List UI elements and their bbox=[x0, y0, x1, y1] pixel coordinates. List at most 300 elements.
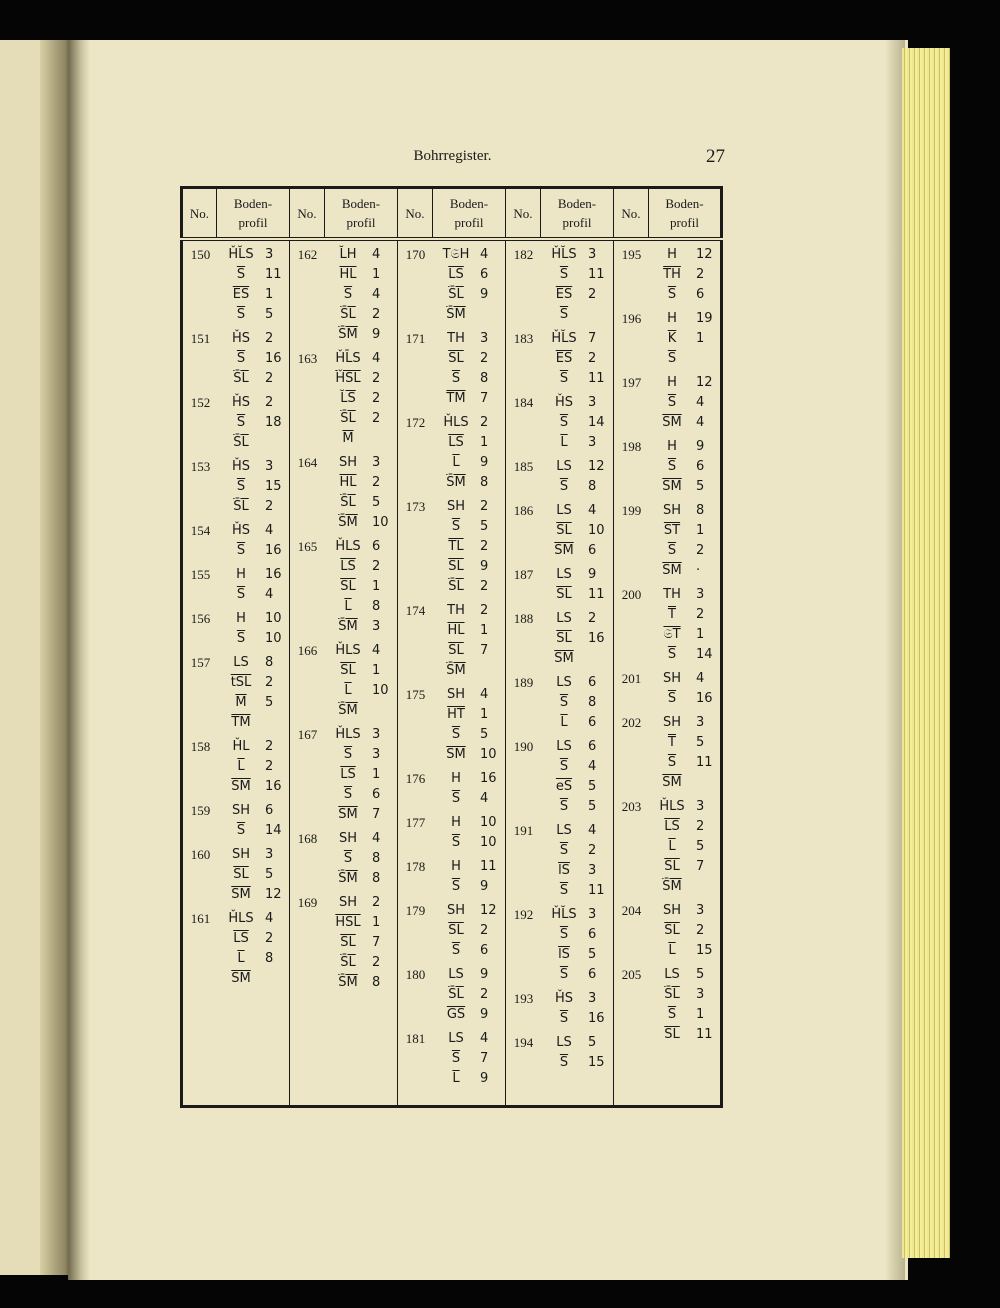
profile-layer bbox=[219, 951, 289, 971]
layer-code: SH bbox=[662, 903, 682, 918]
register-entry bbox=[614, 587, 720, 667]
entry-number: 182 bbox=[513, 247, 534, 262]
entry-number: 200 bbox=[621, 587, 642, 602]
profile-layer bbox=[650, 607, 720, 627]
layer-depth: 2 bbox=[588, 843, 597, 858]
layer-depth: 8 bbox=[372, 975, 381, 990]
profile-layer bbox=[326, 619, 397, 639]
layer-depth: 3 bbox=[265, 847, 274, 862]
layer-code: $\overline{S}$ bbox=[559, 415, 569, 430]
layer-code: $\overline{S}$ bbox=[559, 479, 569, 494]
profile-layer bbox=[326, 787, 397, 807]
layer-code: $\overline{LS}$ bbox=[664, 819, 680, 834]
profile-layer bbox=[219, 779, 289, 799]
layer-code: $\overline{L}$ bbox=[237, 951, 245, 966]
layer-code: $\overline{HT}$ bbox=[447, 707, 465, 722]
layer-depth: 1 bbox=[372, 915, 381, 930]
layer-code: $\overline{S}$ bbox=[236, 631, 246, 646]
layer-depth: 3 bbox=[265, 459, 274, 474]
layer-code: LS bbox=[556, 675, 572, 690]
layer-code: $\overline{M}$ bbox=[342, 431, 354, 446]
layer-depth: 1 bbox=[372, 767, 381, 782]
profile-layer bbox=[542, 523, 613, 543]
layer-depth: 16 bbox=[265, 543, 282, 558]
layer-depth: 3 bbox=[588, 435, 597, 450]
register-entry bbox=[398, 687, 505, 767]
profile-layer bbox=[219, 351, 289, 371]
entry-number: 172 bbox=[405, 415, 426, 430]
layer-code: ȞLS bbox=[335, 643, 361, 658]
layer-depth: 6 bbox=[588, 967, 597, 982]
profile-layer bbox=[326, 327, 397, 347]
layer-code: $\overline{ES}$ bbox=[555, 351, 573, 366]
layer-depth: 1 bbox=[372, 579, 381, 594]
profile-layer bbox=[219, 307, 289, 327]
register-entry bbox=[614, 375, 720, 435]
entry-number: 204 bbox=[621, 903, 642, 918]
profile-layer bbox=[326, 247, 397, 267]
layer-code: $\overline{TL}$ bbox=[448, 539, 464, 554]
entry-number: 178 bbox=[405, 859, 426, 874]
layer-depth: 4 bbox=[696, 671, 705, 686]
layer-depth: 11 bbox=[588, 587, 605, 602]
layer-code: S̄M bbox=[446, 307, 466, 322]
layer-depth: 12 bbox=[265, 887, 282, 902]
profile-layer bbox=[326, 351, 397, 371]
layer-code: TH bbox=[447, 603, 465, 618]
profile-layer bbox=[650, 503, 720, 523]
layer-code: ȞLS bbox=[659, 799, 685, 814]
layer-depth: 6 bbox=[480, 943, 489, 958]
layer-depth: 6 bbox=[588, 715, 597, 730]
register-entry bbox=[398, 415, 505, 495]
register-entry bbox=[614, 967, 720, 1047]
layer-depth: 14 bbox=[696, 647, 713, 662]
layer-code: 𝔖T bbox=[663, 627, 681, 642]
layer-code: $\overline{HSL}$ bbox=[335, 915, 361, 930]
layer-code: $\overline{SL}$ bbox=[556, 631, 572, 646]
layer-code: LS bbox=[556, 567, 572, 582]
profile-layer bbox=[434, 687, 505, 707]
layer-code: $\overline{K}$ bbox=[667, 331, 677, 346]
layer-depth: 8 bbox=[480, 371, 489, 386]
layer-depth: 3 bbox=[372, 727, 381, 742]
register-entry bbox=[183, 803, 289, 843]
layer-code: $\overline{S}$ bbox=[236, 543, 246, 558]
layer-code: H bbox=[451, 859, 461, 874]
register-entry bbox=[290, 247, 397, 347]
layer-code: $\overline{S}$ bbox=[559, 967, 569, 982]
layer-code: $\overline{S}$ bbox=[451, 791, 461, 806]
layer-depth: 2 bbox=[696, 267, 705, 282]
layer-depth: 2 bbox=[480, 415, 489, 430]
register-entry bbox=[183, 523, 289, 563]
profile-layer bbox=[542, 307, 613, 327]
layer-code: $\overline{SM}$ bbox=[231, 887, 251, 902]
layer-depth: 5 bbox=[372, 495, 381, 510]
entry-number: 187 bbox=[513, 567, 534, 582]
profile-layer bbox=[434, 771, 505, 791]
layer-code: $\overline{S}$ bbox=[667, 543, 677, 558]
layer-depth: 6 bbox=[372, 787, 381, 802]
layer-depth: 2 bbox=[265, 371, 274, 386]
profile-layer bbox=[650, 1007, 720, 1027]
layer-depth: 5 bbox=[480, 519, 489, 534]
profile-layer bbox=[326, 539, 397, 559]
layer-code: TH bbox=[447, 331, 465, 346]
layer-depth: 3 bbox=[696, 587, 705, 602]
profile-layer bbox=[650, 587, 720, 607]
header-bodenprofil: Boden- profil bbox=[217, 188, 290, 240]
layer-code: $\overline{S}$ bbox=[451, 519, 461, 534]
profile-layer bbox=[542, 351, 613, 371]
layer-depth: 7 bbox=[588, 331, 597, 346]
layer-depth: 2 bbox=[696, 923, 705, 938]
layer-code: $\overline{S}$ bbox=[559, 307, 569, 322]
profile-layer bbox=[219, 931, 289, 951]
profile-layer bbox=[326, 515, 397, 535]
profile-layer bbox=[326, 643, 397, 663]
layer-code: $\overline{SL}$ bbox=[448, 923, 464, 938]
profile-layer bbox=[650, 799, 720, 819]
profile-layer bbox=[542, 543, 613, 563]
layer-code: $\overline{ES}$ bbox=[555, 287, 573, 302]
layer-code: $\overline{S}$ bbox=[667, 1007, 677, 1022]
profile-layer bbox=[219, 543, 289, 563]
profile-layer bbox=[434, 835, 505, 855]
register-entry bbox=[506, 459, 613, 499]
layer-depth: 4 bbox=[588, 823, 597, 838]
layer-code: $\overline{ST}$ bbox=[663, 523, 681, 538]
column-group-1 bbox=[182, 239, 290, 1107]
layer-depth: 15 bbox=[696, 943, 713, 958]
layer-depth: 11 bbox=[588, 371, 605, 386]
running-head: Bohrregister. bbox=[413, 148, 492, 164]
register-entry bbox=[183, 847, 289, 907]
profile-layer bbox=[326, 371, 397, 391]
profile-layer bbox=[542, 967, 613, 987]
layer-code: $\overline{SM}$ bbox=[231, 971, 251, 986]
layer-code: ȞL̆S bbox=[551, 247, 577, 262]
layer-code: S̄L bbox=[340, 955, 356, 970]
profile-layer bbox=[434, 923, 505, 943]
profile-layer bbox=[542, 567, 613, 587]
layer-depth: 4 bbox=[265, 587, 274, 602]
profile-layer bbox=[542, 1055, 613, 1075]
profile-layer bbox=[219, 887, 289, 907]
layer-code: $\overline{ȞSL}$ bbox=[335, 371, 361, 386]
profile-layer bbox=[326, 475, 397, 495]
layer-depth: 1 bbox=[480, 623, 489, 638]
layer-code: S̄L bbox=[340, 411, 356, 426]
layer-depth: 2 bbox=[480, 539, 489, 554]
register-entry bbox=[506, 331, 613, 391]
entry-number: 203 bbox=[621, 799, 642, 814]
register-entry bbox=[506, 247, 613, 327]
profile-layer bbox=[542, 675, 613, 695]
layer-depth: 16 bbox=[265, 567, 282, 582]
profile-layer bbox=[542, 587, 613, 607]
profile-layer bbox=[650, 775, 720, 795]
layer-depth: 15 bbox=[265, 479, 282, 494]
layer-code: S̄M bbox=[338, 871, 358, 886]
layer-depth: 5 bbox=[588, 779, 597, 794]
layer-depth: 6 bbox=[588, 927, 597, 942]
layer-depth: 8 bbox=[265, 951, 274, 966]
layer-code: $\overline{S}$ bbox=[559, 883, 569, 898]
layer-depth: 2 bbox=[372, 307, 381, 322]
profile-layer bbox=[434, 455, 505, 475]
layer-depth: 9 bbox=[480, 1007, 489, 1022]
profile-layer bbox=[434, 391, 505, 411]
layer-depth: 3 bbox=[588, 907, 597, 922]
layer-depth: 9 bbox=[696, 439, 705, 454]
profile-layer bbox=[326, 663, 397, 683]
layer-depth: 2 bbox=[372, 559, 381, 574]
layer-depth: 2 bbox=[372, 371, 381, 386]
profile-layer bbox=[434, 287, 505, 307]
profile-layer bbox=[434, 539, 505, 559]
layer-code: $\overline{S}$ bbox=[343, 287, 353, 302]
layer-code: $\overline{S}$ bbox=[559, 695, 569, 710]
layer-depth: 2 bbox=[372, 955, 381, 970]
profile-layer bbox=[219, 287, 289, 307]
profile-layer bbox=[542, 883, 613, 903]
layer-depth: 8 bbox=[696, 503, 705, 518]
layer-code: $\overline{L}$ bbox=[452, 1071, 460, 1086]
layer-depth: 9 bbox=[372, 327, 381, 342]
layer-code: L̆H bbox=[339, 247, 357, 262]
layer-code: $\overline{S}$ bbox=[559, 1011, 569, 1026]
layer-depth: 16 bbox=[588, 631, 605, 646]
layer-depth: 10 bbox=[265, 631, 282, 646]
layer-depth: 12 bbox=[588, 459, 605, 474]
entry-number: 197 bbox=[621, 375, 642, 390]
profile-layer bbox=[542, 927, 613, 947]
entry-number: 158 bbox=[190, 739, 211, 754]
header-no: No. bbox=[182, 188, 217, 240]
register-entry bbox=[506, 991, 613, 1031]
register-entry bbox=[290, 351, 397, 451]
layer-code: $\overline{HL}$ bbox=[339, 267, 357, 282]
profile-layer bbox=[326, 599, 397, 619]
layer-code: H bbox=[451, 815, 461, 830]
profile-layer bbox=[326, 871, 397, 891]
profile-layer bbox=[219, 675, 289, 695]
layer-depth: 6 bbox=[372, 539, 381, 554]
layer-depth: 4 bbox=[480, 687, 489, 702]
layer-depth: 16 bbox=[265, 779, 282, 794]
entry-number: 168 bbox=[297, 831, 318, 846]
register-entry bbox=[183, 655, 289, 735]
layer-depth: 3 bbox=[265, 247, 274, 262]
profile-layer bbox=[219, 523, 289, 543]
layer-code: $\overline{SL}$ bbox=[233, 867, 249, 882]
profile-layer bbox=[650, 715, 720, 735]
profile-layer bbox=[650, 415, 720, 435]
layer-code: $\overline{TH}$ bbox=[663, 267, 681, 282]
bohrregister-table bbox=[180, 186, 723, 1108]
layer-depth: 6 bbox=[588, 543, 597, 558]
layer-code: $\overline{L}$ bbox=[560, 715, 568, 730]
layer-depth: 14 bbox=[265, 823, 282, 838]
profile-layer bbox=[542, 503, 613, 523]
profile-layer bbox=[650, 755, 720, 775]
profile-layer bbox=[326, 411, 397, 431]
register-entry bbox=[614, 503, 720, 583]
profile-layer bbox=[434, 1031, 505, 1051]
layer-depth: 2 bbox=[265, 739, 274, 754]
entry-number: 156 bbox=[190, 611, 211, 626]
layer-depth: 2 bbox=[588, 351, 597, 366]
profile-layer bbox=[542, 739, 613, 759]
layer-depth: 6 bbox=[265, 803, 274, 818]
layer-depth: 6 bbox=[480, 267, 489, 282]
layer-code: $\overline{SM}$ bbox=[231, 779, 251, 794]
profile-layer bbox=[434, 519, 505, 539]
profile-layer bbox=[434, 559, 505, 579]
layer-code: $\overline{S}$ bbox=[559, 843, 569, 858]
layer-code: SH bbox=[662, 671, 682, 686]
profile-layer bbox=[542, 631, 613, 651]
entry-number: 175 bbox=[405, 687, 426, 702]
header-no: No. bbox=[614, 188, 649, 240]
layer-code: $\overline{L}$ bbox=[344, 683, 352, 698]
layer-depth: 2 bbox=[265, 499, 274, 514]
layer-depth: 4 bbox=[480, 1031, 489, 1046]
profile-layer bbox=[434, 903, 505, 923]
layer-code: $\overline{SM}$ bbox=[662, 479, 682, 494]
layer-code: $\overline{SL}$ bbox=[340, 935, 356, 950]
profile-layer bbox=[326, 895, 397, 915]
layer-depth: 8 bbox=[372, 851, 381, 866]
layer-code: $\overline{S}$ bbox=[559, 759, 569, 774]
register-entry bbox=[398, 967, 505, 1027]
entry-number: 160 bbox=[190, 847, 211, 862]
layer-code: S̄L bbox=[448, 579, 464, 594]
layer-code: S̄M bbox=[338, 703, 358, 718]
entry-number: 171 bbox=[405, 331, 426, 346]
layer-code: LS bbox=[556, 503, 572, 518]
layer-depth: 2 bbox=[480, 499, 489, 514]
layer-depth: 9 bbox=[480, 455, 489, 470]
layer-depth: 4 bbox=[372, 287, 381, 302]
layer-code: $\overline{S}$ bbox=[236, 415, 246, 430]
entry-number: 151 bbox=[190, 331, 211, 346]
profile-layer bbox=[650, 543, 720, 563]
layer-code: $\overline{S}$ bbox=[236, 307, 246, 322]
layer-code: $\overline{S}$ bbox=[559, 267, 569, 282]
layer-depth: 9 bbox=[480, 967, 489, 982]
layer-depth: 7 bbox=[696, 859, 705, 874]
register-entry bbox=[506, 907, 613, 987]
layer-code: S̄M bbox=[338, 515, 358, 530]
register-entry bbox=[398, 771, 505, 811]
layer-depth: 4 bbox=[480, 791, 489, 806]
layer-code: $\overline{L}$ bbox=[668, 839, 676, 854]
layer-depth: 19 bbox=[696, 311, 713, 326]
layer-depth: 8 bbox=[588, 479, 597, 494]
layer-code: $\overline{S}$ bbox=[451, 1051, 461, 1066]
profile-layer bbox=[650, 691, 720, 711]
profile-layer bbox=[650, 267, 720, 287]
layer-code: TH bbox=[663, 587, 681, 602]
layer-code: LS bbox=[556, 739, 572, 754]
layer-code: H bbox=[667, 375, 677, 390]
profile-layer bbox=[542, 779, 613, 799]
profile-layer bbox=[650, 311, 720, 331]
profile-layer bbox=[219, 459, 289, 479]
profile-layer bbox=[219, 247, 289, 267]
layer-code: $\overline{S}$ bbox=[559, 799, 569, 814]
layer-code: SH bbox=[662, 503, 682, 518]
profile-layer bbox=[326, 391, 397, 411]
register-entry bbox=[506, 1035, 613, 1075]
layer-code: ȞL̆S bbox=[551, 907, 577, 922]
entry-number: 195 bbox=[621, 247, 642, 262]
register-entry bbox=[506, 823, 613, 903]
register-entry bbox=[398, 499, 505, 599]
profile-layer bbox=[542, 267, 613, 287]
layer-code: $\overline{SL}$ bbox=[664, 1027, 680, 1042]
layer-depth: 2 bbox=[480, 923, 489, 938]
layer-depth: 4 bbox=[588, 503, 597, 518]
profile-layer bbox=[219, 803, 289, 823]
layer-code: $\overline{LS}$ bbox=[448, 267, 464, 282]
layer-depth: 11 bbox=[480, 859, 497, 874]
layer-depth: 11 bbox=[696, 1027, 713, 1042]
entry-number: 163 bbox=[297, 351, 318, 366]
header-bodenprofil: Boden- profil bbox=[649, 188, 722, 240]
layer-code: S̄M bbox=[338, 327, 358, 342]
entry-number: 179 bbox=[405, 903, 426, 918]
profile-layer bbox=[219, 479, 289, 499]
layer-depth: 5 bbox=[265, 867, 274, 882]
entry-number: 153 bbox=[190, 459, 211, 474]
profile-layer bbox=[542, 843, 613, 863]
table-body-row bbox=[182, 239, 722, 1107]
profile-layer bbox=[434, 475, 505, 495]
layer-code: $\overline{SL}$ bbox=[448, 559, 464, 574]
layer-depth: 1 bbox=[696, 627, 705, 642]
layer-code: LS bbox=[556, 1035, 572, 1050]
layer-depth: 5 bbox=[696, 479, 705, 494]
profile-layer bbox=[650, 839, 720, 859]
entry-number: 167 bbox=[297, 727, 318, 742]
header-no: No. bbox=[290, 188, 325, 240]
entry-number: 186 bbox=[513, 503, 534, 518]
layer-depth: 10 bbox=[372, 683, 389, 698]
register-entry bbox=[398, 903, 505, 963]
profile-layer bbox=[434, 987, 505, 1007]
layer-depth: 11 bbox=[588, 267, 605, 282]
header-bodenprofil: Boden- profil bbox=[433, 188, 506, 240]
layer-depth: 6 bbox=[696, 287, 705, 302]
entry-number: 165 bbox=[297, 539, 318, 554]
layer-code: SH bbox=[446, 687, 466, 702]
layer-code: $\overline{S}$ bbox=[236, 587, 246, 602]
layer-depth: 2 bbox=[265, 395, 274, 410]
layer-code: ȞS bbox=[231, 523, 251, 538]
profile-layer bbox=[434, 663, 505, 683]
layer-code: ȞS bbox=[554, 395, 574, 410]
layer-depth: 2 bbox=[372, 895, 381, 910]
profile-layer bbox=[434, 603, 505, 623]
layer-depth: 8 bbox=[265, 655, 274, 670]
profile-layer bbox=[650, 903, 720, 923]
layer-code: $\overline{L}$ bbox=[452, 455, 460, 470]
register-entry bbox=[398, 859, 505, 899]
